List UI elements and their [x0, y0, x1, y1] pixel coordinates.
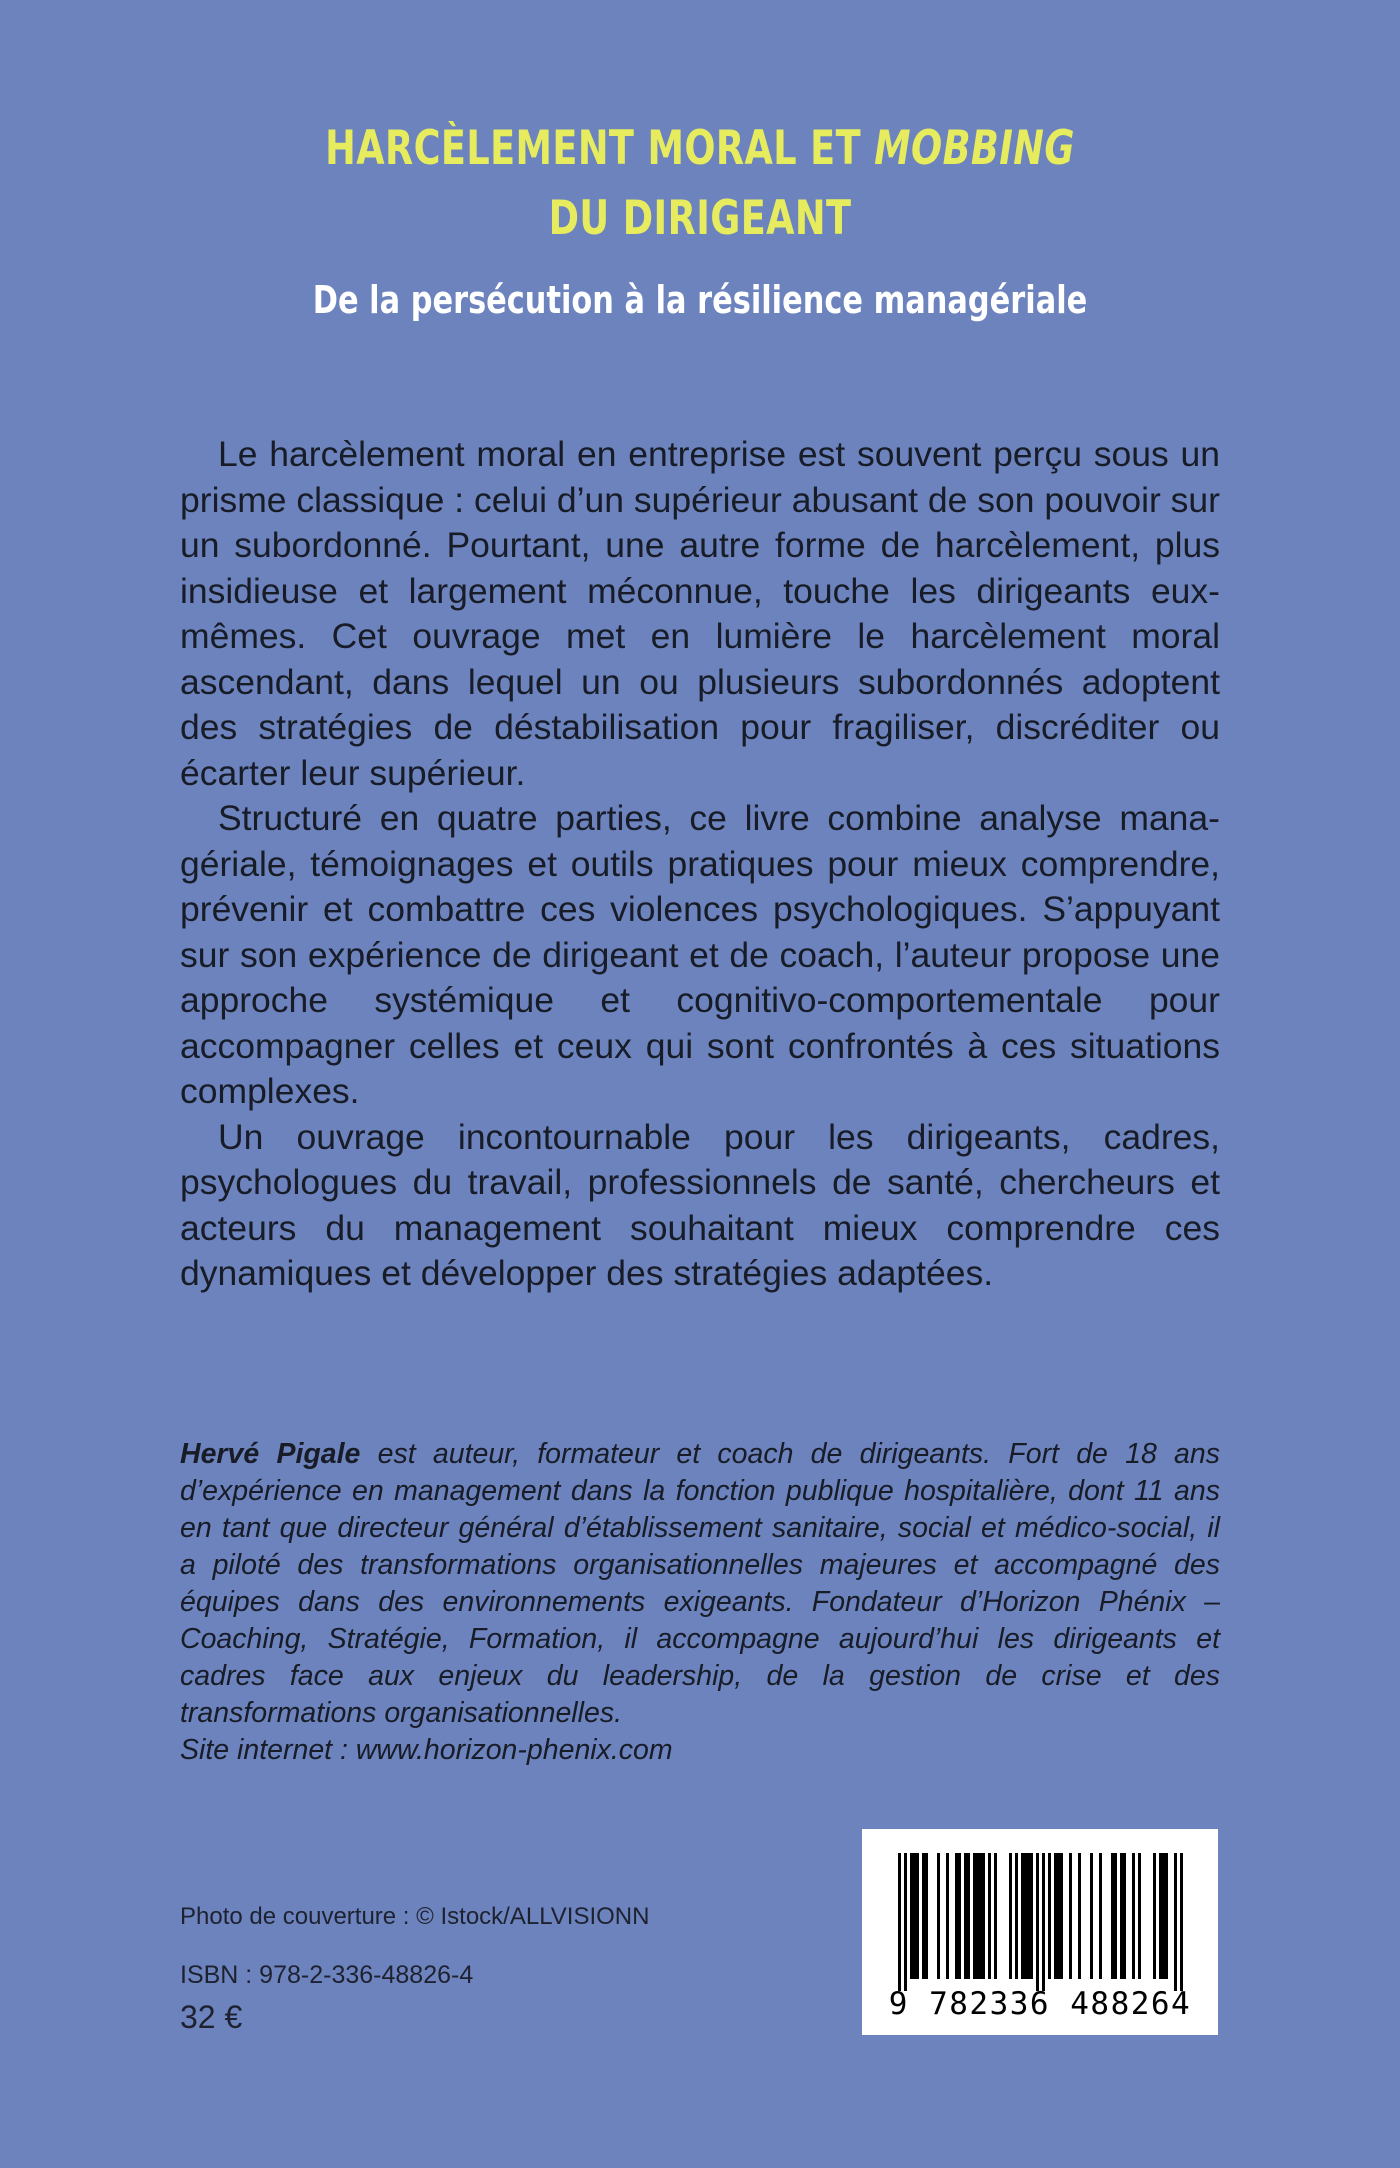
barcode-bar [982, 1853, 985, 1979]
barcode-bar [1123, 1853, 1126, 1979]
barcode-bar [988, 1853, 991, 1979]
barcode [862, 1829, 1218, 2035]
barcode-bar [1060, 1853, 1063, 1979]
title-prefix: HARCÈLEMENT MORAL ET [325, 121, 875, 176]
barcode-bar [1069, 1853, 1072, 1979]
barcode-bar [1036, 1853, 1039, 1991]
barcode-bar [910, 1853, 913, 1979]
author-bio [180, 1436, 1220, 1769]
barcode-bar [964, 1853, 967, 1979]
barcode-bar [1132, 1853, 1135, 1979]
barcode-bar [1165, 1853, 1168, 1979]
barcode-bar [1153, 1853, 1156, 1979]
description-paragraph-3: Un ouvrage incontournable pour les dirigeants, cadres, psychologues du travail, professionnels de santé, chercheurs et acteurs du management souhaitant mieux comprendre ces dynamiques et développer des stratégies adaptées. [180, 1116, 1220, 1293]
back-cover-description [180, 432, 1220, 1297]
book-title-line-2: DU DIRIGEANT [548, 191, 852, 246]
barcode-bar [1138, 1853, 1141, 1979]
author-website: Site internet : www.horizon-phenix.com [180, 1734, 673, 1766]
photo-credit: Photo de couverture : © Istock/ALLVISIONN [180, 1903, 650, 1930]
barcode-bar [967, 1853, 970, 1979]
barcode-bar [973, 1853, 976, 1979]
barcode-bar [976, 1853, 979, 1979]
barcode-bar [1057, 1853, 1060, 1979]
barcode-bar [937, 1853, 940, 1979]
barcode-bar [1114, 1853, 1117, 1979]
description-paragraph-2: Structuré en quatre parties, ce livre combine analyse managériale, témoignages et outils pratiques pour mieux comprendre, prévenir et combattre ces violences psychologiques. S’appuyant sur son expérience de dirigeant et de coach, l’auteur propose une approche systémique et cognitivo-comportementale pour accompagner celles et ceux qui sont confrontés à ces situations complexes. [180, 798, 1220, 1111]
barcode-bar [898, 1853, 901, 1991]
description-paragraph-1: Le harcèlement moral en entreprise est souvent perçu sous un prisme classique : celui d’un supérieur abusant de son pouvoir sur un subordonné. Pourtant, une autre forme de harcèlement, plus insidieuse et largement méconnue, touche les dirigeants eux-mêmes. Cet ouvrage met en lumière le harcèlement moral ascendant, dans lequel un ou plusieurs subordonnés adoptent des stratégies de déstabilisation pour fragiliser, discréditer ou écarter leur supérieur. [180, 434, 1220, 793]
barcode-bar [979, 1853, 982, 1979]
barcode-bar [1024, 1853, 1027, 1979]
barcode-bar [1174, 1853, 1177, 1991]
title-italic-word: MOBBING [874, 121, 1075, 176]
barcode-bar [904, 1853, 907, 1991]
author-bio-text: est auteur, formateur et coach de dirigeants. Fort de 18 ans d’expérience en management dans la fonction publique hospitalière, dont 11 ans en tant que directeur général d’établissement sanitaire, social et médico-social, il a piloté des transformations organisationnelles majeures et accompagné des équipes dans des environnements exigeants. Fondateur d’Horizon Phénix – Coaching, Stratégie, Formation, il accompagne aujourd’hui les dirigeants et cadres face aux enjeux du leadership, de la gestion de crise et des transformations organisationnelles. [180, 1438, 1220, 1729]
barcode-bar [994, 1853, 997, 1979]
barcode-bar [1021, 1853, 1024, 1979]
barcode-bar [1099, 1853, 1102, 1979]
barcode-bar [1030, 1853, 1033, 1979]
barcode-bar [1015, 1853, 1018, 1979]
barcode-bar [1027, 1853, 1030, 1979]
barcode-bar [1042, 1853, 1045, 1991]
barcode-bar [1009, 1853, 1012, 1979]
barcode-bar [1120, 1853, 1123, 1979]
barcode-bar [946, 1853, 949, 1979]
isbn: ISBN : 978-2-336-48826-4 [180, 1961, 474, 1989]
barcode-bar [958, 1853, 961, 1979]
book-title-line-1 [154, 112, 1246, 186]
barcode-bar [1048, 1853, 1051, 1979]
barcode-bar [1180, 1853, 1183, 1991]
barcode-bar [955, 1853, 958, 1979]
barcode-bar [1090, 1853, 1093, 1979]
author-name: Hervé Pigale [180, 1438, 361, 1470]
barcode-bar [922, 1853, 925, 1979]
price: 32 € [180, 1999, 243, 2035]
barcode-bar [1054, 1853, 1057, 1979]
barcode-bar [1159, 1853, 1162, 1979]
barcode-digits: 9 782336 488264 [888, 1986, 1192, 2022]
barcode-bar [925, 1853, 928, 1979]
barcode-bar [1078, 1853, 1081, 1979]
barcode-bar [916, 1853, 919, 1979]
barcode-bar [913, 1853, 916, 1979]
barcode-bar [1162, 1853, 1165, 1979]
book-subtitle: De la persécution à la résilience managériale [312, 278, 1088, 322]
barcode-bar [1111, 1853, 1114, 1979]
author-bio-paragraph [180, 1436, 1220, 1732]
